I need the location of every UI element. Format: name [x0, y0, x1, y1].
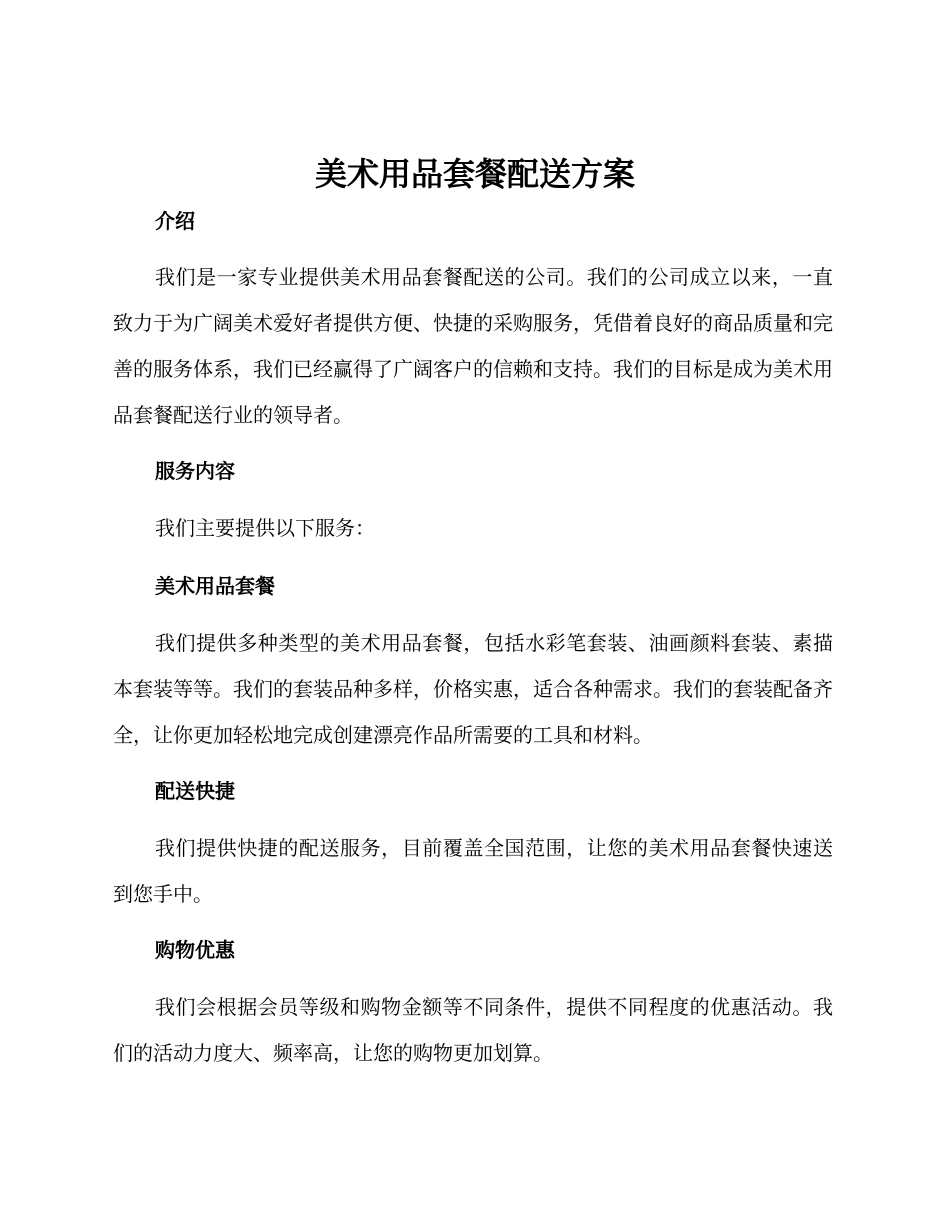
section-heading-intro: 介绍 — [155, 209, 195, 233]
section-heading-fast-delivery: 配送快捷 — [155, 779, 235, 803]
paragraph-intro: 我们是一家专业提供美术用品套餐配送的公司。我们的公司成立以来，一直致力于为广阔美术爱好者提供方便、快捷的采购服务，凭借着良好的商品质量和完善的服务体系，我们已经赢得了广阔客户的信赖和支持。我们的目标是成为美术用品套餐配送行业的领导者。 — [113, 265, 833, 427]
section-heading-services: 服务内容 — [155, 459, 235, 483]
paragraph-shopping-discounts: 我们会根据会员等级和购物金额等不同条件，提供不同程度的优惠活动。我们的活动力度大、频率高，让您的购物更加划算。 — [113, 995, 833, 1065]
paragraph-fast-delivery: 我们提供快捷的配送服务，目前覆盖全国范围，让您的美术用品套餐快速送到您手中。 — [113, 836, 833, 906]
paragraph-art-supply-packages: 我们提供多种类型的美术用品套餐，包括水彩笔套装、油画颜料套装、素描本套装等等。我们的套装品种多样，价格实惠，适合各种需求。我们的套装配备齐全，让你更加轻松地完成创建漂亮作品所需要的工具和材料。 — [113, 631, 833, 747]
section-heading-art-supply-packages: 美术用品套餐 — [155, 574, 275, 598]
document-title: 美术用品套餐配送方案 — [314, 155, 635, 193]
section-heading-shopping-discounts: 购物优惠 — [155, 938, 235, 962]
paragraph-services: 我们主要提供以下服务： — [155, 516, 375, 540]
